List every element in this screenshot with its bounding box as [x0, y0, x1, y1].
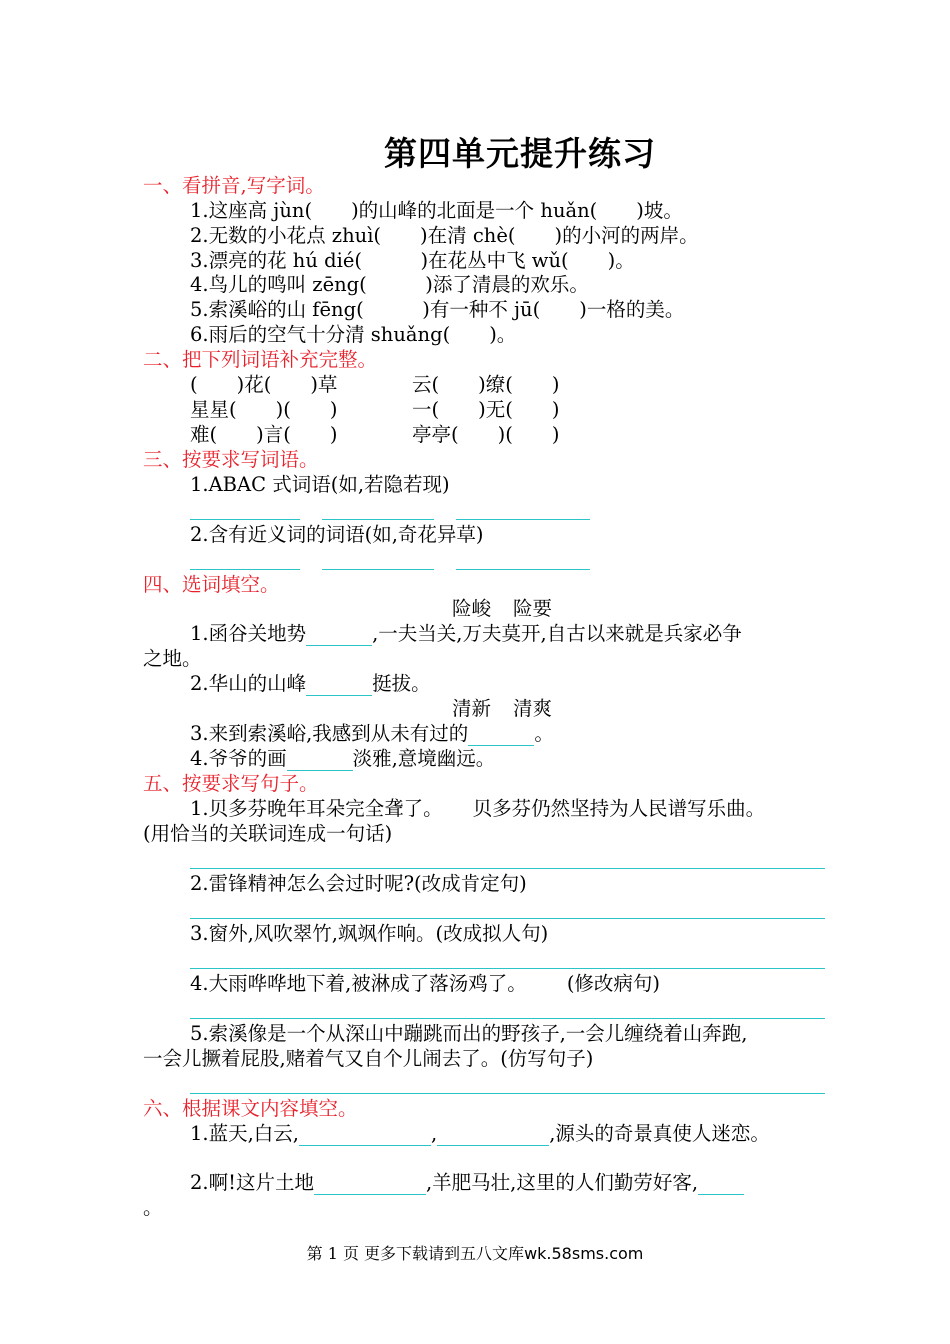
section-3-heading: 三、按要求写词语。 [143, 448, 319, 471]
s4-option-1a: 险峻 [452, 597, 492, 620]
s1-item-5: 5.索溪峪的山 fēng( )有一种不 jū( )一格的美。 [190, 298, 685, 321]
s5-q1 [190, 796, 765, 821]
s4-word-options-2 [452, 696, 552, 721]
s4-q2-blank[interactable] [306, 675, 372, 696]
s6-q1-text-c: ,源头的奇景真使人迷恋。 [549, 1122, 770, 1145]
s6-q2-blank-2[interactable] [698, 1174, 744, 1195]
s6-q2-blank-1[interactable] [314, 1174, 426, 1195]
s3-item-1-answer-line-1[interactable] [190, 519, 300, 520]
s4-q3-text-a: 3.来到索溪峪,我感到从未有过的 [190, 722, 469, 745]
s4-option-1b: 险要 [513, 597, 553, 620]
s4-q3-blank[interactable] [468, 725, 534, 746]
s5-q5: 5.索溪像是一个从深山中蹦跳而出的野孩子,一会儿缠绕着山奔跑, [190, 1022, 748, 1045]
s4-q4-text-b: 淡雅,意境幽远。 [352, 747, 496, 770]
page-footer [0, 1243, 950, 1265]
s4-q2-text-a: 2.华山的山峰 [190, 672, 307, 695]
s4-q1-blank[interactable] [306, 625, 372, 646]
s3-item-2-answer-line-1[interactable] [190, 569, 300, 570]
s4-q1 [190, 621, 742, 646]
s3-item-1-answer-line-2[interactable] [322, 519, 434, 520]
s5-q3-answer-line[interactable] [190, 968, 825, 969]
s5-q3: 3.窗外,风吹翠竹,飒飒作响。(改成拟人句) [190, 922, 549, 945]
s6-q1-text-b: , [431, 1122, 438, 1145]
s5-q5-answer-line[interactable] [190, 1093, 825, 1094]
s5-q4-answer-line[interactable] [190, 1018, 825, 1019]
s4-q3-text-b: 。 [534, 722, 554, 745]
s5-q4-text-a: 4.大雨哗哗地下着,被淋成了落汤鸡了。 [190, 972, 527, 995]
s6-q2 [190, 1170, 744, 1195]
s6-q2-cont: 。 [143, 1196, 163, 1219]
footer-site-link[interactable]: wk.58sms.com [524, 1244, 644, 1263]
s4-q2 [190, 671, 431, 696]
s6-q1-blank-2[interactable] [437, 1125, 549, 1146]
s4-q4-text-a: 4.爷爷的画 [190, 747, 287, 770]
s1-item-6: 6.雨后的空气十分清 shuǎng( )。 [190, 323, 517, 346]
s6-q2-text-a: 2.啊!这片土地 [190, 1171, 314, 1194]
s4-q1-cont: 之地。 [143, 647, 202, 670]
s2-row-3-col-2: 亭亭( )( ) [412, 423, 560, 446]
page-title: 第四单元提升练习 [384, 134, 656, 173]
footer-text: 第 1 页 更多下载请到五八文库 [306, 1244, 525, 1263]
s4-q4 [190, 746, 495, 771]
s3-item-1-answer-line-3[interactable] [456, 519, 590, 520]
section-1-heading: 一、看拼音,写字词。 [143, 174, 325, 197]
s5-q2-answer-line[interactable] [190, 918, 825, 919]
s2-row-2-col-2: 一( )无( ) [412, 398, 560, 421]
s1-item-3: 3.漂亮的花 hú dié( )在花丛中飞 wǔ( )。 [190, 249, 635, 272]
s1-item-1: 1.这座高 jùn( )的山峰的北面是一个 huǎn( )坡。 [190, 199, 683, 222]
s4-q4-blank[interactable] [287, 750, 353, 771]
s6-q1 [190, 1121, 770, 1146]
s3-item-2-answer-line-3[interactable] [456, 569, 590, 570]
s3-item-1: 1.ABAC 式词语(如,若隐若现) [190, 473, 450, 496]
section-4-heading: 四、选词填空。 [143, 573, 280, 596]
s5-q1-text-a: 1.贝多芬晚年耳朵完全聋了。 [190, 797, 443, 820]
s4-option-2a: 清新 [452, 697, 492, 720]
s2-row-3-col-1: 难( )言( ) [190, 423, 338, 446]
section-6-heading: 六、根据课文内容填空。 [143, 1097, 358, 1120]
section-2-heading: 二、把下列词语补充完整。 [143, 348, 378, 371]
s6-q2-text-b: ,羊肥马壮,这里的人们勤劳好客, [425, 1171, 699, 1194]
section-5-heading: 五、按要求写句子。 [143, 772, 319, 795]
s5-q5-cont: 一会儿撅着屁股,赌着气又自个儿闹去了。(仿写句子) [143, 1047, 594, 1070]
s3-item-2: 2.含有近义词的词语(如,奇花异草) [190, 523, 484, 546]
s5-q4 [190, 971, 660, 996]
s5-q1-answer-line[interactable] [190, 868, 825, 869]
s2-row-2-col-1: 星星( )( ) [190, 398, 338, 421]
s3-item-2-answer-line-2[interactable] [322, 569, 434, 570]
s4-word-options-1 [452, 596, 552, 621]
s1-item-4: 4.鸟儿的鸣叫 zēng( )添了清晨的欢乐。 [190, 273, 589, 296]
s4-q2-text-b: 挺拔。 [372, 672, 431, 695]
s4-q1-text-b: ,一夫当关,万夫莫开,自古以来就是兵家必争 [372, 622, 742, 645]
s5-q1-text-b: 贝多芬仍然坚持为人民谱写乐曲。 [472, 797, 766, 820]
s5-q4-text-b: (修改病句) [566, 972, 661, 995]
s4-q3 [190, 721, 554, 746]
s4-q1-text-a: 1.函谷关地势 [190, 622, 307, 645]
s5-q2: 2.雷锋精神怎么会过时呢?(改成肯定句) [190, 872, 527, 895]
s6-q1-blank-1[interactable] [299, 1125, 431, 1146]
s4-option-2b: 清爽 [513, 697, 553, 720]
s2-row-1-col-2: 云( )缭( ) [412, 373, 560, 396]
s5-q1-cont: (用恰当的关联词连成一句话) [143, 822, 393, 845]
s1-item-2: 2.无数的小花点 zhuì( )在清 chè( )的小河的两岸。 [190, 224, 699, 247]
s2-row-1-col-1: ( )花( )草 [190, 373, 338, 396]
s6-q1-text-a: 1.蓝天,白云, [190, 1122, 300, 1145]
